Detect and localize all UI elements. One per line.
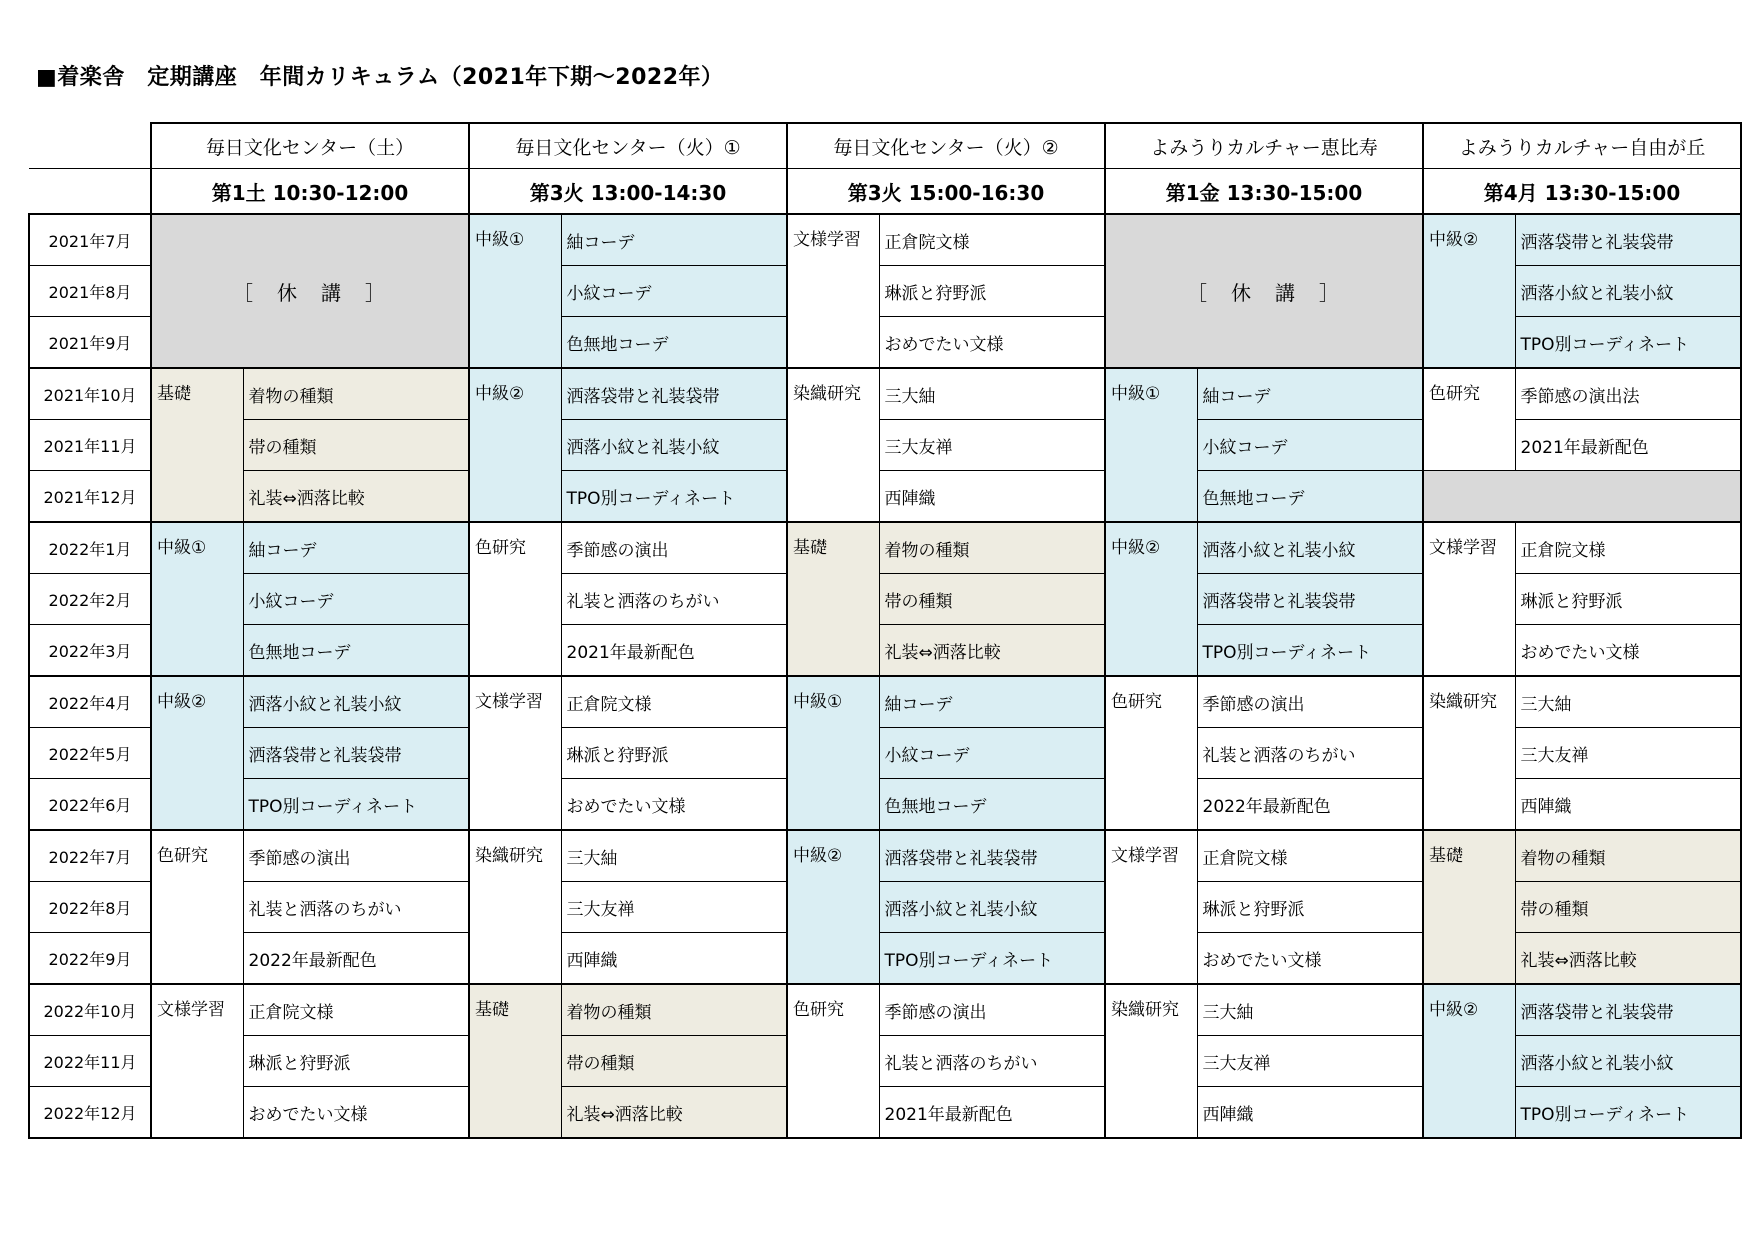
course-topic: 西陣織 — [1197, 1087, 1423, 1139]
course-topic: 琳派と狩野派 — [243, 1036, 469, 1087]
month-label: 2022年6月 — [29, 779, 151, 831]
course-level: 中級② — [1423, 984, 1515, 1138]
course-topic: 色無地コーデ — [243, 625, 469, 677]
course-topic: 季節感の演出法 — [1515, 368, 1741, 420]
month-label: 2021年7月 — [29, 214, 151, 266]
course-topic: 礼装と洒落のちがい — [879, 1036, 1105, 1087]
course-level: 中級② — [151, 676, 243, 830]
course-topic: 着物の種類 — [243, 368, 469, 420]
month-row — [29, 676, 1741, 728]
course-topic: 洒落袋帯と礼装袋帯 — [1197, 574, 1423, 625]
course-level: 染織研究 — [1423, 676, 1515, 830]
course-topic: 2022年最新配色 — [1197, 779, 1423, 831]
course-topic: 礼装⇔洒落比較 — [561, 1087, 787, 1139]
course-level: 中級① — [151, 522, 243, 676]
course-topic: 2022年最新配色 — [243, 933, 469, 985]
course-topic: 三大紬 — [1197, 984, 1423, 1036]
course-topic: TPO別コーディネート — [1515, 1087, 1741, 1139]
document-title: ■着楽舎 定期講座 年間カリキュラム（2021年下期～2022年） — [36, 65, 724, 90]
month-label: 2022年9月 — [29, 933, 151, 985]
course-topic: 着物の種類 — [879, 522, 1105, 574]
course-level: 色研究 — [1105, 676, 1197, 830]
course-topic: 三大友禅 — [1197, 1036, 1423, 1087]
course-level: 中級② — [787, 830, 879, 984]
month-row — [29, 214, 1741, 266]
course-topic: 西陣織 — [879, 471, 1105, 523]
course-level: 色研究 — [469, 522, 561, 676]
course-topic: 三大友禅 — [561, 882, 787, 933]
course-level: 文様学習 — [151, 984, 243, 1138]
course-topic: 洒落袋帯と礼装袋帯 — [243, 728, 469, 779]
course-topic: 季節感の演出 — [561, 522, 787, 574]
course-level: 中級① — [1105, 368, 1197, 522]
course-topic: 洒落小紋と礼装小紋 — [243, 676, 469, 728]
course-topic: 洒落小紋と礼装小紋 — [1515, 266, 1741, 317]
course-topic: 三大友禅 — [879, 420, 1105, 471]
month-label: 2021年11月 — [29, 420, 151, 471]
month-label: 2022年1月 — [29, 522, 151, 574]
course-topic: 正倉院文様 — [1197, 830, 1423, 882]
month-label: 2022年11月 — [29, 1036, 151, 1087]
course-level: 染織研究 — [787, 368, 879, 522]
course-topic: 洒落袋帯と礼装袋帯 — [879, 830, 1105, 882]
month-label: 2022年5月 — [29, 728, 151, 779]
month-label: 2021年12月 — [29, 471, 151, 523]
course-level: 基礎 — [151, 368, 243, 522]
course-level: 中級① — [469, 214, 561, 368]
course-level: 文様学習 — [787, 214, 879, 368]
course-topic: 2021年最新配色 — [561, 625, 787, 677]
course-topic: 帯の種類 — [243, 420, 469, 471]
course-level: 色研究 — [1423, 368, 1515, 471]
venue-name: 毎日文化センター（土） — [151, 123, 469, 169]
course-level: 文様学習 — [1423, 522, 1515, 676]
course-topic: 着物の種類 — [1515, 830, 1741, 882]
month-row — [29, 984, 1741, 1036]
month-label: 2022年2月 — [29, 574, 151, 625]
course-topic: 帯の種類 — [1515, 882, 1741, 933]
course-topic: TPO別コーディネート — [1197, 625, 1423, 677]
month-label: 2021年10月 — [29, 368, 151, 420]
course-topic: 洒落袋帯と礼装袋帯 — [561, 368, 787, 420]
course-topic: 季節感の演出 — [243, 830, 469, 882]
venue-schedule: 第4月 13:30-15:00 — [1423, 169, 1741, 215]
course-topic: 礼装と洒落のちがい — [561, 574, 787, 625]
course-topic: TPO別コーディネート — [879, 933, 1105, 985]
course-topic: 紬コーデ — [1197, 368, 1423, 420]
course-level: 中級② — [1105, 522, 1197, 676]
course-topic: おめでたい文様 — [1515, 625, 1741, 677]
course-topic: 琳派と狩野派 — [1197, 882, 1423, 933]
course-topic: 洒落小紋と礼装小紋 — [1197, 522, 1423, 574]
course-level: 文様学習 — [1105, 830, 1197, 984]
course-topic: 色無地コーデ — [1197, 471, 1423, 523]
course-topic: おめでたい文様 — [879, 317, 1105, 369]
course-level: 基礎 — [469, 984, 561, 1138]
closed-cell: ［ 休 講 ］ — [1105, 214, 1423, 368]
course-topic: 洒落小紋と礼装小紋 — [1515, 1036, 1741, 1087]
course-level: 文様学習 — [469, 676, 561, 830]
month-label: 2022年10月 — [29, 984, 151, 1036]
course-topic: 正倉院文様 — [879, 214, 1105, 266]
month-label: 2022年8月 — [29, 882, 151, 933]
course-level: 基礎 — [1423, 830, 1515, 984]
header-corner-lower — [29, 169, 151, 215]
course-topic: 礼装と洒落のちがい — [243, 882, 469, 933]
course-topic: 三大紬 — [879, 368, 1105, 420]
course-topic: 正倉院文様 — [1515, 522, 1741, 574]
course-topic: 礼装⇔洒落比較 — [243, 471, 469, 523]
course-topic: 西陣織 — [561, 933, 787, 985]
venue-name: よみうりカルチャー恵比寿 — [1105, 123, 1423, 169]
venue-name: よみうりカルチャー自由が丘 — [1423, 123, 1741, 169]
month-label: 2021年8月 — [29, 266, 151, 317]
course-topic: 小紋コーデ — [1197, 420, 1423, 471]
course-topic: 琳派と狩野派 — [561, 728, 787, 779]
course-level: 色研究 — [151, 830, 243, 984]
course-topic: おめでたい文様 — [561, 779, 787, 831]
venue-name: 毎日文化センター（火）② — [787, 123, 1105, 169]
course-topic: 礼装⇔洒落比較 — [1515, 933, 1741, 985]
course-topic: TPO別コーディネート — [243, 779, 469, 831]
course-topic: 正倉院文様 — [243, 984, 469, 1036]
month-label: 2021年9月 — [29, 317, 151, 369]
course-topic: 帯の種類 — [561, 1036, 787, 1087]
month-row — [29, 368, 1741, 420]
course-topic: 色無地コーデ — [561, 317, 787, 369]
course-topic: 礼装と洒落のちがい — [1197, 728, 1423, 779]
course-topic: 季節感の演出 — [879, 984, 1105, 1036]
course-topic: 紬コーデ — [561, 214, 787, 266]
course-level: 染織研究 — [469, 830, 561, 984]
course-topic: 礼装⇔洒落比較 — [879, 625, 1105, 677]
course-topic: 小紋コーデ — [243, 574, 469, 625]
course-topic: 洒落袋帯と礼装袋帯 — [1515, 984, 1741, 1036]
venue-schedule: 第3火 15:00-16:30 — [787, 169, 1105, 215]
course-topic: 小紋コーデ — [561, 266, 787, 317]
course-level: 染織研究 — [1105, 984, 1197, 1138]
course-topic: 琳派と狩野派 — [879, 266, 1105, 317]
course-topic: おめでたい文様 — [1197, 933, 1423, 985]
month-label: 2022年3月 — [29, 625, 151, 677]
course-topic: 2021年最新配色 — [1515, 420, 1741, 471]
course-level: 基礎 — [787, 522, 879, 676]
venue-name: 毎日文化センター（火）① — [469, 123, 787, 169]
course-topic: 琳派と狩野派 — [1515, 574, 1741, 625]
course-topic: 正倉院文様 — [561, 676, 787, 728]
course-topic: 三大友禅 — [1515, 728, 1741, 779]
month-row — [29, 522, 1741, 574]
course-topic: 洒落小紋と礼装小紋 — [879, 882, 1105, 933]
month-row — [29, 471, 1741, 523]
course-topic: 三大紬 — [1515, 676, 1741, 728]
course-level: 色研究 — [787, 984, 879, 1138]
venue-schedule: 第1金 13:30-15:00 — [1105, 169, 1423, 215]
course-level: 中級② — [1423, 214, 1515, 368]
curriculum-table — [28, 122, 1742, 1139]
venue-header-row — [29, 123, 1741, 169]
course-topic: 着物の種類 — [561, 984, 787, 1036]
course-topic: 小紋コーデ — [879, 728, 1105, 779]
month-label: 2022年4月 — [29, 676, 151, 728]
venue-schedule: 第3火 13:00-14:30 — [469, 169, 787, 215]
course-topic: TPO別コーディネート — [1515, 317, 1741, 369]
course-topic: 洒落小紋と礼装小紋 — [561, 420, 787, 471]
course-topic: 紬コーデ — [243, 522, 469, 574]
month-label: 2022年7月 — [29, 830, 151, 882]
course-topic: TPO別コーディネート — [561, 471, 787, 523]
course-topic: 西陣織 — [1515, 779, 1741, 831]
schedule-header-row — [29, 169, 1741, 215]
course-topic: 季節感の演出 — [1197, 676, 1423, 728]
closed-cell: ［ 休 講 ］ — [151, 214, 469, 368]
course-level: 中級② — [469, 368, 561, 522]
month-label: 2022年12月 — [29, 1087, 151, 1139]
empty-cell — [1423, 471, 1741, 523]
course-level: 中級① — [787, 676, 879, 830]
course-topic: 洒落袋帯と礼装袋帯 — [1515, 214, 1741, 266]
venue-schedule: 第1土 10:30-12:00 — [151, 169, 469, 215]
course-topic: 2021年最新配色 — [879, 1087, 1105, 1139]
course-topic: 三大紬 — [561, 830, 787, 882]
month-row — [29, 830, 1741, 882]
course-topic: 色無地コーデ — [879, 779, 1105, 831]
course-topic: おめでたい文様 — [243, 1087, 469, 1139]
course-topic: 帯の種類 — [879, 574, 1105, 625]
course-topic: 紬コーデ — [879, 676, 1105, 728]
header-corner — [29, 123, 151, 169]
